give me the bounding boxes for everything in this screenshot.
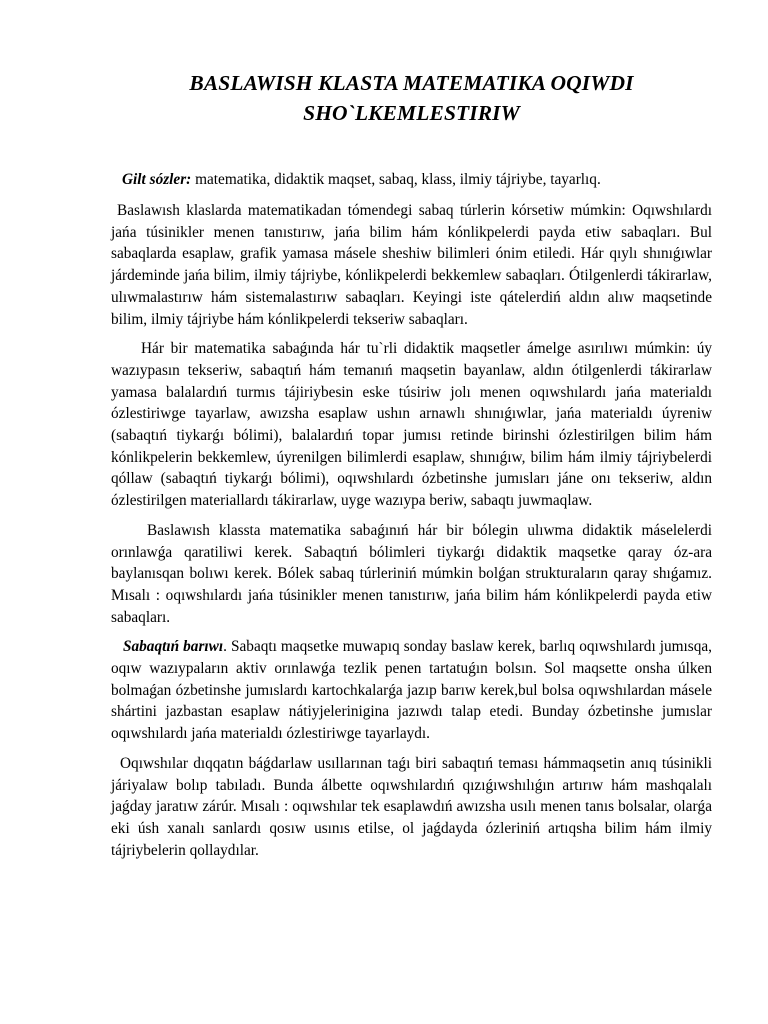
keywords-text: matematika, didaktik maqset, sabaq, klass, ilmiy tájriybe, tayarlıq. — [191, 171, 601, 188]
paragraph-lesson-structure: Baslawısh klassta matematika sabaǵınıń hár bir bólegin ulıwma didaktik máselelerdi orınlawǵa qaratiliwi kerek. Sabaqtıń bólimleri tiykarǵı didaktik maqsetke qaray óz-ara baylanısqan bolıwı kerek. Bólek sabaq túrleriniń múmkin bolǵan strukturaların qaray shıǵamız. Mısalı : oqıwshılardı jańa túsinikler menen tanıstırıw, jańa bilim hám kónlikpelerdi payda etiw sabaqları. — [111, 521, 712, 626]
keywords-label: Gilt sózler: — [122, 171, 192, 188]
paragraph-didactic-goals: Hár bir matematika sabaǵında hár tu`rli didaktik maqsetler ámelge asırılıwı múmkin: úy wazıypasın tekseriw, sabaqtıń hám temanıń maqsetin bayanlaw, aldın ótilgenlerdi tákirarlaw yamasa balalardıń turmıs tájiriybesin eske túsiriw jolı menen oqıwshılardı jańa materialdı ózlestiriwge tayarlaw, awızsha esaplaw ushın arnawlı shınıǵıwlar, jańa materialdı úyreniw (sabaqtıń tiykarǵı bólimi), balalardıń topar jumısı retinde birinshi ózlestirilgen bilim hám kónlikpelerin bekkemlew, úyrenilgen bilimlerdi esaplaw, shınıǵıw, bilim hám ilmiy tájriybelerdi qóllaw (sabaqtıń tiykarǵı bólimi), oqıwshılardı ózbetinshe jumısları jáne onı tekseriw, aldın ózlestirilgen materiallardı tákirarlaw, uyge wazıypa beriw, sabaqtı juwmaqlaw. — [111, 340, 712, 510]
paragraph-attention-methods: Oqıwshılar dıqqatın báǵdarlaw usıllarınan taǵı biri sabaqtıń teması hámmaqsetin anıq túsinikli járiyalaw bolıp tabıladı. Bunda álbette oqıwshılardıń qızıǵıwshılıǵın artırıw hám mashqalalı jaǵday jaratıw zárúr. Mısalı : oqıwshılar tek esaplawdıń awızsha usılı menen tanıs bolsalar, olarǵa eki úsh xanalı sanlardı qosıw usınıs etilse, ol jaǵdayda ózleriniń artıqsha bilim hám ilmiy tájriybelerin qollaydılar. — [111, 754, 712, 859]
document-title — [111, 68, 712, 128]
keywords-line — [111, 169, 712, 191]
title-line-1: BASLAWISH KLASTA MATEMATIKA OQIWDI — [189, 71, 634, 95]
paragraph-lesson-course — [111, 636, 712, 745]
paragraph-lesson-types: Baslawısh klaslarda matematikadan tómendegi sabaq túrlerin kórsetiw múmkin: Oqıwshılardı jańa túsinikler menen tanıstırıw, jańa bilim hám kónlikpelerdi payda etiw sabaqları. Bul sabaqlarda esaplaw, grafik yamasa másele sheshiw bilimleri ónim etiledi. Hár qıylı shınıǵıwlar járdeminde jańa bilim, ilmiy tájriybe, kónlikpelerdi bekkemlew sabaqları. Ótilgenlerdi tákirarlaw, ulıwmalastırıw hám sistemalastırıw sabaqları. Keyingi iste qátelerdiń aldın alıw maqsetinde bilim, ilmiy tájriybe hám kónlikpelerdi tekseriw sabaqları. — [111, 202, 712, 328]
title-line-2: SHO`LKEMLESTIRIW — [303, 101, 520, 125]
lesson-course-text: . Sabaqtı maqsetke muwapıq sonday baslaw kerek, barlıq oqıwshılardı jumısqa, oqıw wazıypaların aktiv orınlawǵa tezlik penen tartatuǵın bolsın. Sol maqsette onsha úlken bolmaǵan ózbetinshe jumıslardı kartochkalarǵa jazıp barıw kerek,bul bolsa oqıwshılardan másele shártini jazbastan esaplaw nátiyjelerinigina jazıwdı talap etedi. Bunday ózbetinshe jumıslar oqıwshılardı jańa materialdı ózlestiriwge tayarlaydı. — [111, 638, 712, 743]
document-page — [111, 68, 712, 861]
lesson-course-heading: Sabaqtıń barıwı — [123, 638, 224, 656]
